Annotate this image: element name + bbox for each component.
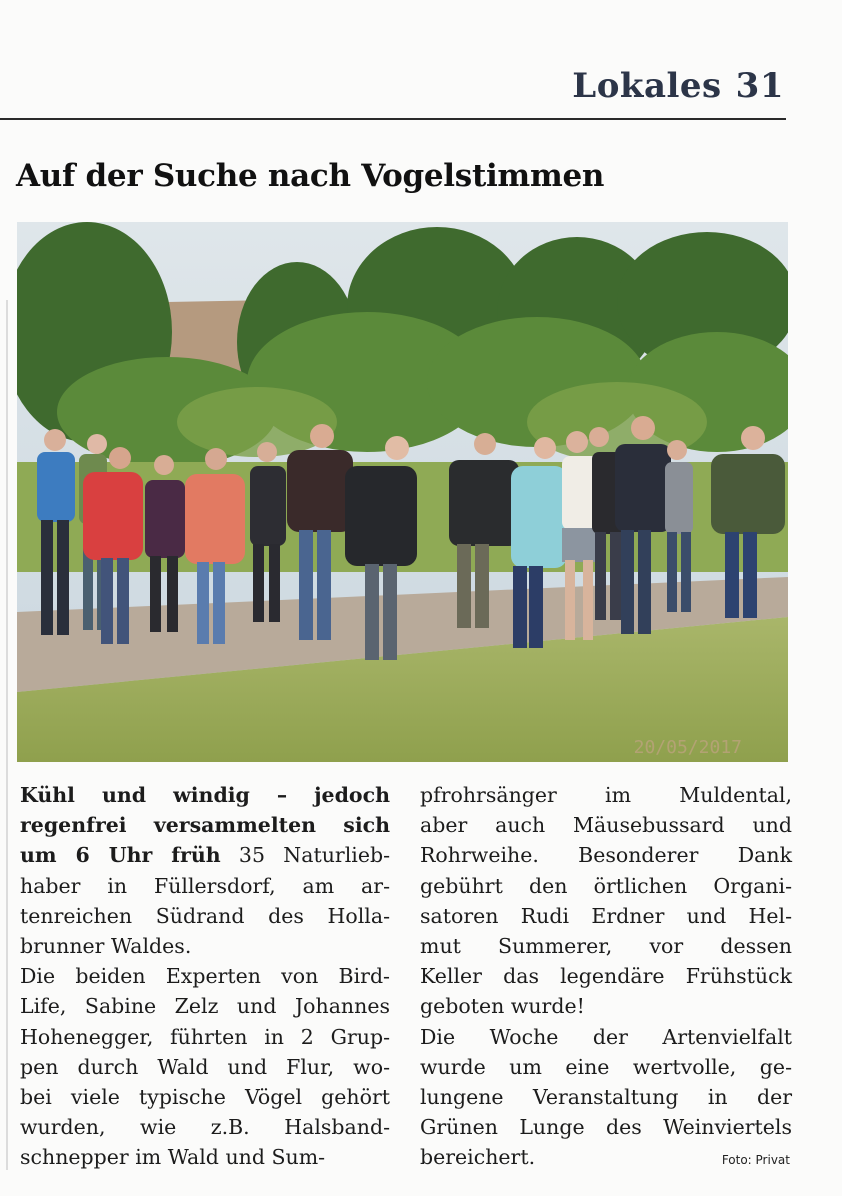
right-column-line: mut Summerer, vor dessen <box>420 934 792 959</box>
group-photo-illustration <box>17 222 788 762</box>
right-column-line: Die Woche der Artenvielfalt <box>420 1024 792 1049</box>
photo-date-stamp: 20/05/2017 <box>633 737 742 758</box>
left-column-line: tenreichen Südrand des Holla- <box>20 903 390 928</box>
left-column-line: haber in Füllersdorf, am ar- <box>20 873 390 898</box>
article-photo <box>17 222 788 762</box>
page-number: 31 <box>735 66 784 106</box>
right-column-line: lungene Veranstaltung in der <box>420 1085 792 1110</box>
article-column-left <box>20 780 390 1173</box>
right-column-line: Rohrweihe. Besonderer Dank <box>420 843 792 868</box>
left-column-line: regenfrei versammelten sich <box>20 813 390 838</box>
article-headline: Auf der Suche nach Vogelstimmen <box>16 158 605 194</box>
left-column-line: brunner Waldes. <box>20 934 192 959</box>
column-rule <box>6 300 8 1170</box>
right-column-line: Grünen Lunge des Weinviertels <box>420 1115 792 1140</box>
photo-credit: Foto: Privat <box>721 1153 790 1167</box>
right-column-line: bereichert. <box>420 1145 536 1170</box>
right-column-line: aber auch Mäusebussard und <box>420 813 792 838</box>
lead-text: um 6 Uhr früh <box>20 843 221 868</box>
right-column-line: pfrohrsänger im Muldental, <box>420 783 792 807</box>
left-column-line: Hohenegger, führten in 2 Grup- <box>20 1024 390 1049</box>
section-header <box>572 66 784 106</box>
article-column-right <box>420 780 792 1173</box>
header-rule <box>0 118 786 120</box>
right-column-line: geboten wurde! <box>420 994 585 1019</box>
left-column-line: schnepper im Wald und Sum- <box>20 1145 326 1170</box>
left-column-line: Kühl und windig – jedoch <box>20 783 390 807</box>
body-text: 35 Naturlieb- <box>220 843 390 868</box>
right-column-line: wurde um eine wertvolle, ge- <box>420 1054 792 1079</box>
right-column-line: satoren Rudi Erdner und Hel- <box>420 903 792 928</box>
section-title: Lokales <box>572 66 722 106</box>
right-column-line: Keller das legendäre Frühstück <box>420 964 792 989</box>
left-column-line: bei viele typische Vögel gehört <box>20 1085 390 1110</box>
left-column-line: wurden, wie z.B. Halsband- <box>20 1115 390 1140</box>
right-column-line: gebührt den örtlichen Organi- <box>420 873 792 898</box>
left-column-line: pen durch Wald und Flur, wo- <box>20 1054 390 1079</box>
left-column-line <box>20 840 390 870</box>
left-column-line: Die beiden Experten von Bird- <box>20 964 390 989</box>
left-column-line: Life, Sabine Zelz und Johannes <box>20 994 390 1019</box>
